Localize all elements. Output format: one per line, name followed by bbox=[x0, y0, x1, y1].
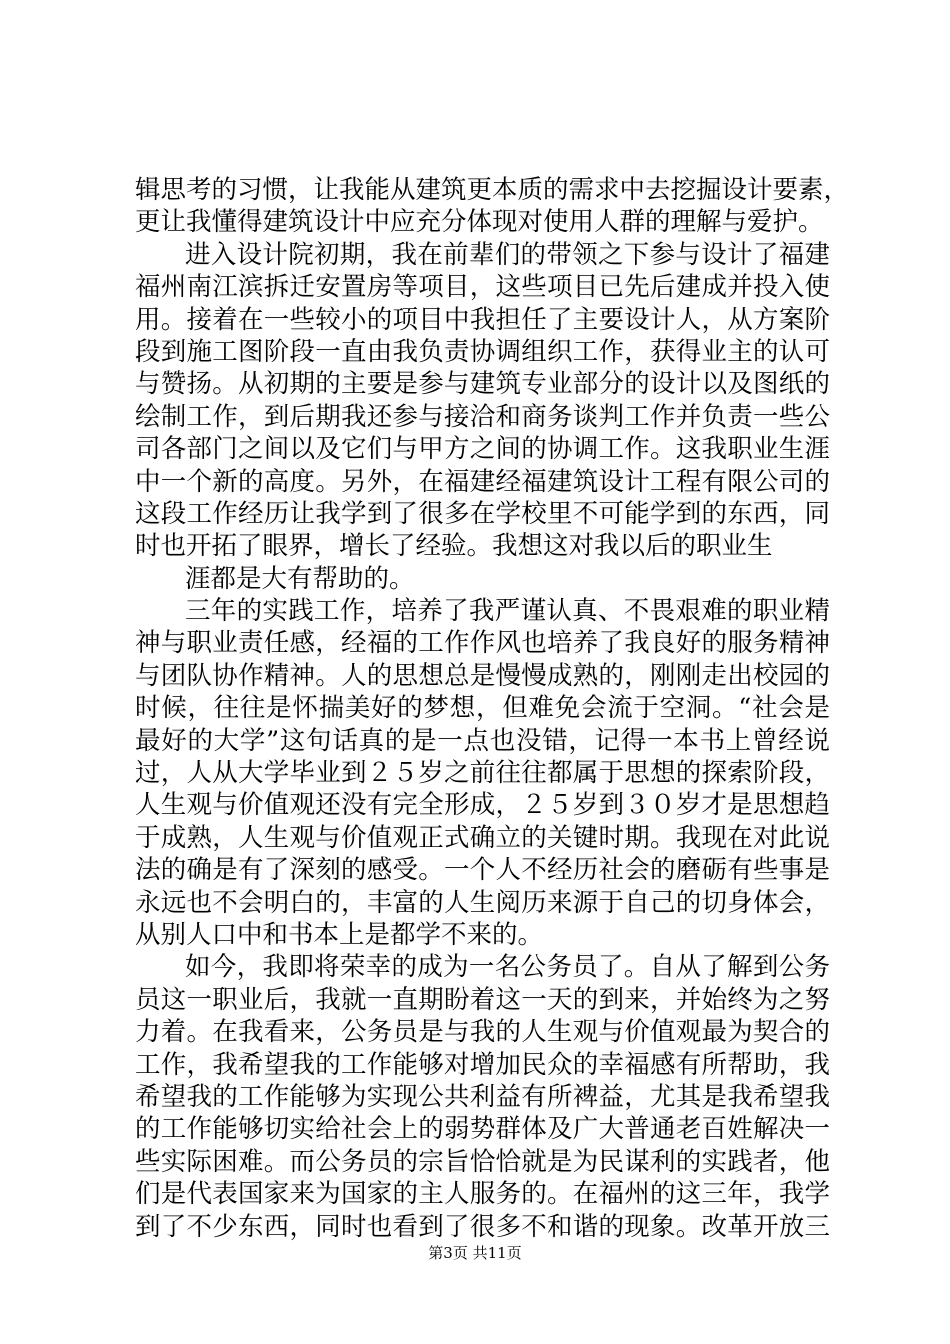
text-line: 进入设计院初期，我在前辈们的带领之下参与设计了福建 bbox=[185, 239, 830, 270]
text-line: 些实际困难。而公务员的宗旨恰恰就是为民谋利的实践者，他 bbox=[135, 1146, 830, 1177]
text-line: 过，人从大学毕业到２５岁之前往往都属于思想的探索阶段， bbox=[135, 758, 830, 789]
text-line: 工作，我希望我的工作能够对增加民众的幸福感有所帮助，我 bbox=[135, 1049, 830, 1080]
text-line: 人生观与价值观还没有完全形成，２５岁到３０岁才是思想趋 bbox=[135, 790, 830, 821]
text-line: 神与职业责任感，经福的工作作风也培养了我良好的服务精神 bbox=[135, 628, 830, 659]
text-line: 三年的实践工作，培养了我严谨认真、不畏艰难的职业精 bbox=[185, 596, 830, 627]
text-line: 司各部门之间以及它们与甲方之间的协调工作。这我职业生涯 bbox=[135, 434, 830, 465]
text-line: 于成熟，人生观与价值观正式确立的关键时期。我现在对此说 bbox=[135, 822, 830, 853]
text-line: 时也开拓了眼界，增长了经验。我想这对我以后的职业生 bbox=[135, 531, 773, 562]
text-line: 更让我懂得建筑设计中应充分体现对使用人群的理解与爱护。 bbox=[135, 207, 824, 238]
text-line: 从别人口中和书本上是都学不来的。 bbox=[135, 919, 544, 950]
text-line: 最好的大学”这句话真的是一点也没错，记得一本书上曾经说 bbox=[135, 725, 830, 756]
text-line: 涯都是大有帮助的。 bbox=[185, 563, 415, 594]
text-line: 绘制工作，到后期我还参与接洽和商务谈判工作并负责一些公 bbox=[135, 401, 830, 432]
text-line: 辑思考的习惯，让我能从建筑更本质的需求中去挖掘设计要素， bbox=[135, 175, 850, 205]
page-footer: 第3页 共11页 bbox=[428, 1244, 522, 1262]
text-line: 与赞扬。从初期的主要是参与建筑专业部分的设计以及图纸的 bbox=[135, 369, 830, 400]
text-line: 员这一职业后，我就一直期盼着这一天的到来，并始终为之努 bbox=[135, 984, 830, 1015]
text-line: 时候，往往是怀揣美好的梦想，但难免会流于空洞。“社会是 bbox=[135, 693, 830, 724]
text-line: 这段工作经历让我学到了很多在学校里不可能学到的东西，同 bbox=[135, 498, 830, 529]
text-line: 们是代表国家来为国家的主人服务的。在福州的这三年，我学 bbox=[135, 1179, 830, 1210]
text-line: 的工作能够切实给社会上的弱势群体及广大普通老百姓解决一 bbox=[135, 1114, 830, 1145]
text-line: 永远也不会明白的，丰富的人生阅历来源于自己的切身体会， bbox=[135, 887, 830, 918]
text-line: 中一个新的高度。另外，在福建经福建筑设计工程有限公司的 bbox=[135, 466, 830, 497]
body-text bbox=[135, 174, 850, 1243]
text-line: 段到施工图阶段一直由我负责协调组织工作，获得业主的认可 bbox=[135, 336, 830, 367]
text-line: 到了不少东西，同时也看到了很多不和谐的现象。改革开放三 bbox=[135, 1211, 830, 1242]
text-line: 如今，我即将荣幸的成为一名公务员了。自从了解到公务 bbox=[185, 952, 830, 983]
text-line: 希望我的工作能够为实现公共利益有所裨益，尤其是我希望我 bbox=[135, 1081, 830, 1112]
text-line: 福州南江滨拆迁安置房等项目，这些项目已先后建成并投入使 bbox=[135, 272, 830, 303]
text-line: 力着。在我看来，公务员是与我的人生观与价值观最为契合的 bbox=[135, 1017, 830, 1048]
text-line: 用。接着在一些较小的项目中我担任了主要设计人，从方案阶 bbox=[135, 304, 830, 335]
text-line: 法的确是有了深刻的感受。一个人不经历社会的磨砺有些事是 bbox=[135, 855, 830, 886]
text-line: 与团队协作精神。人的思想总是慢慢成熟的，刚刚走出校园的 bbox=[135, 660, 830, 691]
